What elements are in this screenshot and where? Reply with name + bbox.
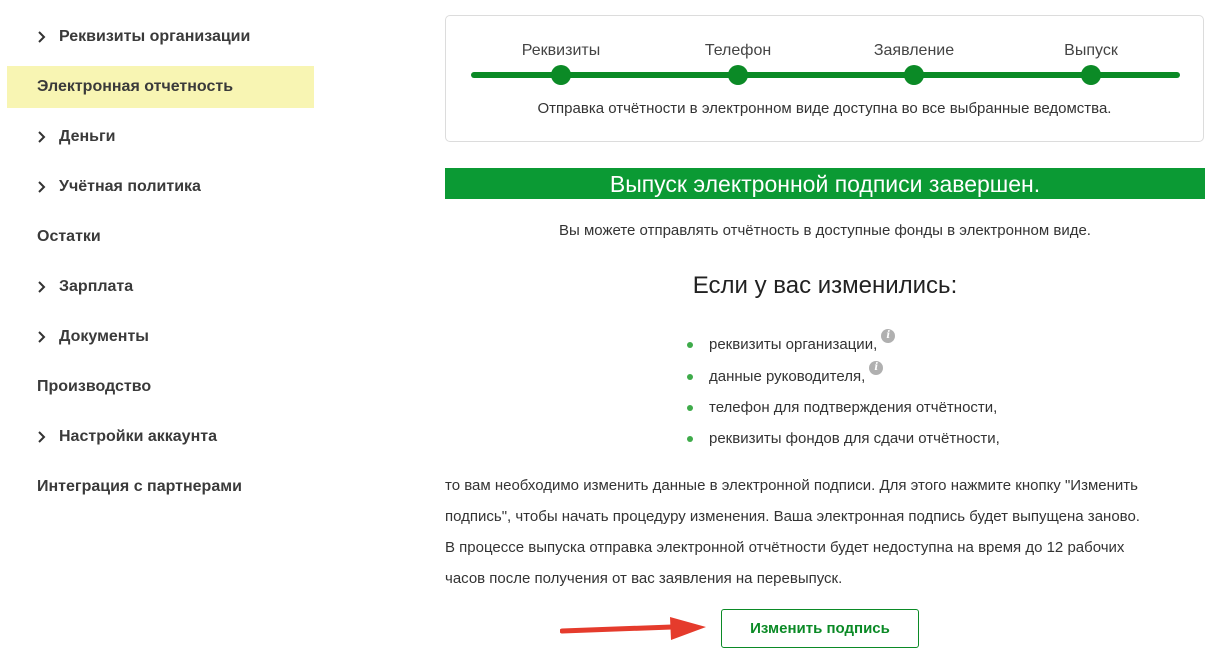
paragraph-line: подпись", чтобы начать процедуру изменения. Ваша электронная подпись будет выпущена заново. [445, 508, 1140, 525]
bullet-dot-icon [687, 342, 693, 348]
stepper-caption: Отправка отчётности в электронном виде доступна во все выбранные ведомства. [537, 100, 1112, 117]
status-subtext: Вы можете отправлять отчётность в доступные фонды в электронном виде. [559, 222, 1091, 239]
paragraph-line: то вам необходимо изменить данные в электронной подписи. Для этого нажмите кнопку "Изменить [445, 477, 1138, 494]
list-item [687, 396, 1087, 418]
chevron-right-icon [37, 31, 59, 43]
step-label-issue: Выпуск [1064, 42, 1118, 59]
sidebar-item-production[interactable] [7, 366, 314, 408]
change-signature-button[interactable]: Изменить подпись [721, 609, 919, 648]
sidebar-item-label: Реквизиты организации [59, 28, 251, 45]
sidebar-item-money[interactable] [7, 116, 314, 158]
step-dot-phone [728, 65, 748, 85]
bullet-dot-icon [687, 405, 693, 411]
success-banner: Выпуск электронной подписи завершен. [445, 168, 1205, 199]
sidebar-item-salary[interactable] [7, 266, 314, 308]
chevron-right-icon [37, 181, 59, 193]
step-label-application: Заявление [873, 42, 955, 59]
sidebar-item-label: Остатки [37, 228, 101, 245]
sidebar-item-label: Производство [37, 378, 152, 395]
instructions-paragraph [445, 470, 1210, 594]
info-icon[interactable]: i [869, 361, 883, 375]
step-dot-issue [1081, 65, 1101, 85]
list-item-text: реквизиты организации, [709, 335, 878, 353]
list-item-text: данные руководителя, [709, 367, 866, 385]
step-label-phone: Телефон [704, 42, 772, 59]
sidebar-item-requisites[interactable] [7, 16, 314, 58]
list-item [687, 427, 1087, 449]
step-dot-requisites [551, 65, 571, 85]
sidebar-item-label: Электронная отчетность [37, 78, 234, 95]
sidebar-item-label: Интеграция с партнерами [37, 478, 242, 495]
step-label-requisites: Реквизиты [521, 42, 601, 59]
list-item-text: телефон для подтверждения отчётности, [709, 398, 998, 416]
sidebar-item-label: Документы [59, 328, 149, 345]
progress-stepper [445, 15, 1204, 142]
paragraph-line: В процессе выпуска отправка электронной отчётности будет недоступна на время до 12 рабочих [445, 539, 1125, 556]
bullet-dot-icon [687, 374, 693, 380]
sidebar-item-label: Учётная политика [59, 178, 201, 195]
chevron-right-icon [37, 281, 59, 293]
list-item [687, 362, 1087, 387]
if-changed-heading: Если у вас изменились: [692, 272, 958, 299]
sidebar-item-partner-integration[interactable] [7, 466, 314, 508]
sidebar-item-e-reporting[interactable] [7, 66, 314, 108]
chevron-right-icon [37, 331, 59, 343]
sidebar-item-account-settings[interactable] [7, 416, 314, 458]
sidebar-item-documents[interactable] [7, 316, 314, 358]
info-icon[interactable]: i [881, 329, 895, 343]
sidebar-item-accounting-policy[interactable] [7, 166, 314, 208]
stepper-track [471, 72, 1180, 78]
red-arrow-icon [560, 614, 710, 644]
sidebar-item-label: Настройки аккаунта [59, 428, 217, 445]
paragraph-line: часов после получения от вас заявления на перевыпуск. [445, 570, 843, 587]
chevron-right-icon [37, 431, 59, 443]
chevron-right-icon [37, 131, 59, 143]
sidebar-item-label: Деньги [59, 128, 116, 145]
bullet-dot-icon [687, 436, 693, 442]
sidebar [0, 0, 320, 662]
step-dot-application [904, 65, 924, 85]
list-item-text: реквизиты фондов для сдачи отчётности, [709, 429, 1000, 447]
sidebar-item-label: Зарплата [59, 278, 134, 295]
list-item [687, 330, 1087, 355]
sidebar-item-balances[interactable] [7, 216, 314, 258]
